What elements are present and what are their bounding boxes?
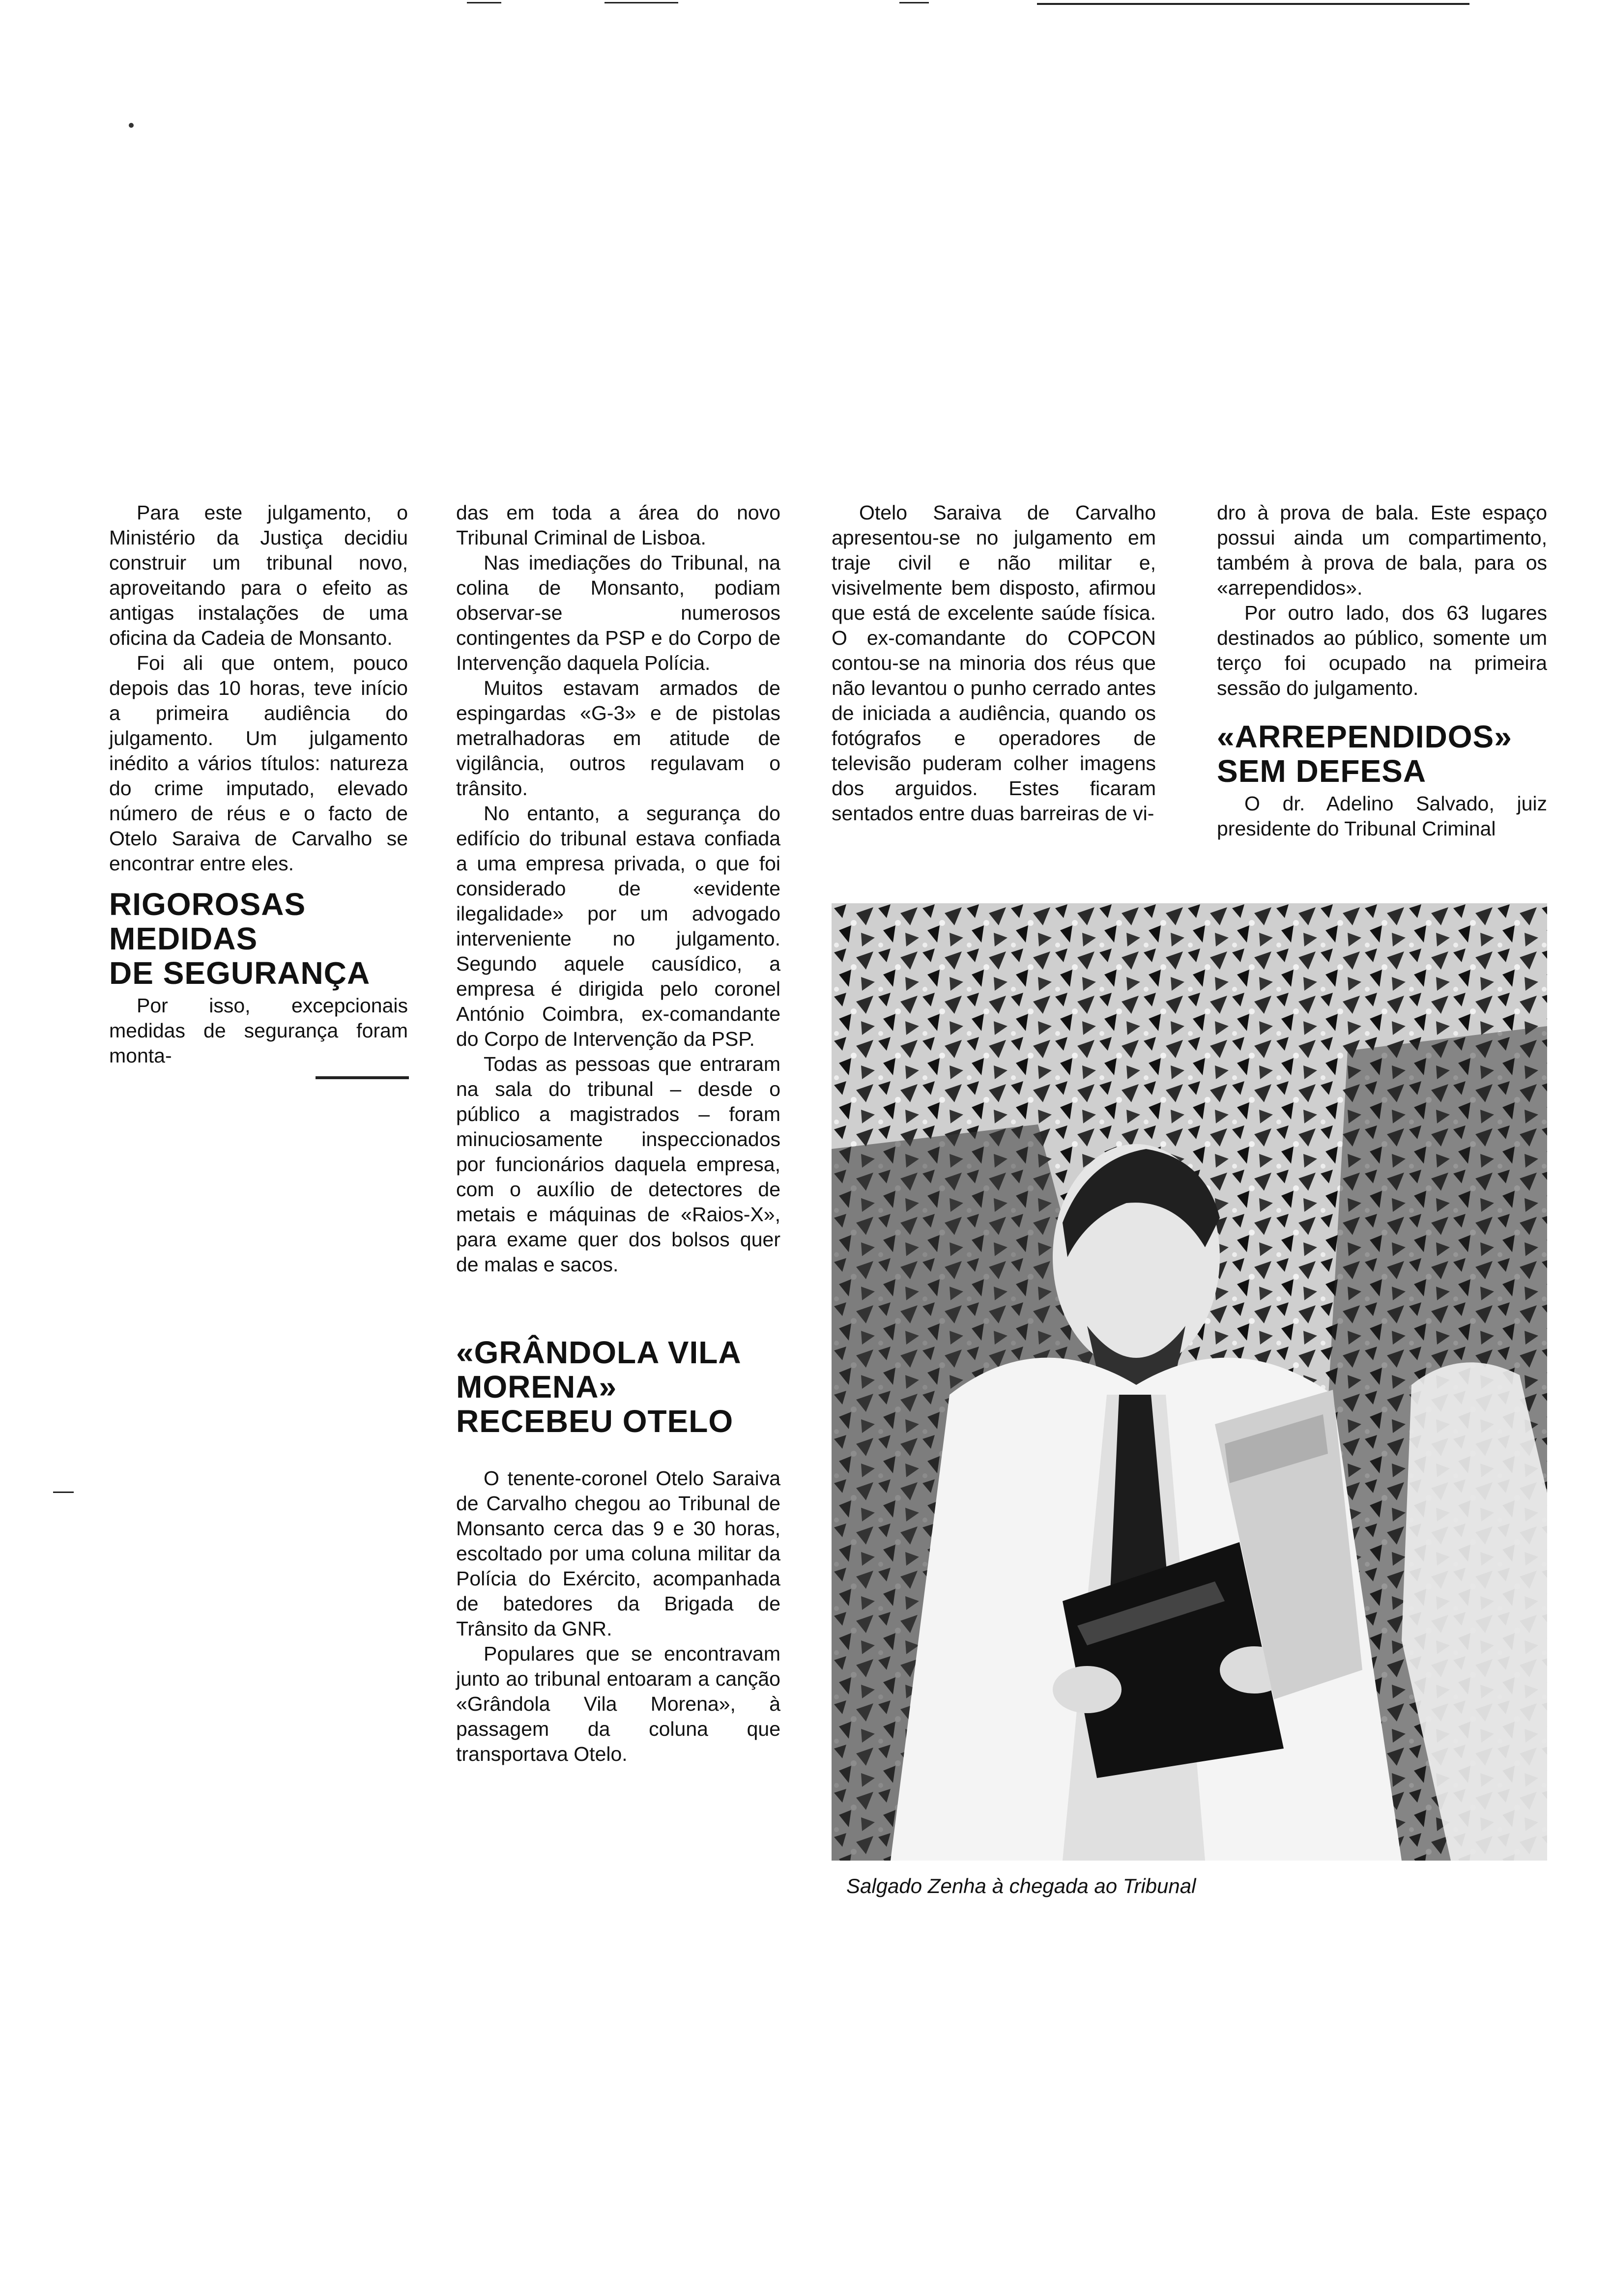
paragraph: No entanto, a segurança do edifício do tribunal estava confiada a uma empresa privada, o que foi considerado de «evidente ilegalidade» por um advogado interveniente no julgamento. Segundo aquele causídico, a empresa é dirigida pelo coronel António Coimbra, ex-comandante do Corpo de Intervenção da PSP. bbox=[456, 802, 780, 1050]
section-heading: «ARREPENDIDOS» SEM DEFESA bbox=[1217, 719, 1512, 789]
column-2 bbox=[456, 500, 780, 1767]
paragraph: Por outro lado, dos 63 lugares destinados ao público, somente um terço foi ocupado na primeira sessão do julgamento. bbox=[1217, 602, 1547, 699]
paragraph: Muitos estavam armados de espingardas «G-3» e de pistolas metralhadoras em atitude de vigilância, outros regulavam o trânsito. bbox=[456, 677, 780, 800]
paragraph: dro à prova de bala. Este espaço possui ainda um compartimento, também à prova de bala, para os «arrependidos». bbox=[1217, 501, 1547, 599]
paragraph: Populares que se encontravam junto ao tribunal entoaram a canção «Grândola Vila Morena», à passagem da coluna que transportava Otelo. bbox=[456, 1642, 780, 1765]
speck bbox=[129, 123, 134, 128]
top-rule bbox=[467, 2, 501, 3]
column-1 bbox=[109, 500, 408, 1071]
paragraph: Todas as pessoas que entraram na sala do tribunal – desde o público a magistrados – foram minuciosamente inspeccionados por funcionários daquela empresa, com o auxílio de detectores de metais e máquinas de «Raios-X», para exame quer dos bolsos quer de malas e sacos. bbox=[456, 1053, 780, 1276]
margin-mark bbox=[53, 1492, 74, 1493]
paragraph: Para este julgamento, o Ministério da Justiça decidiu construir um tribunal novo, aproveitando para o efeito as antigas instalações de uma oficina da Cadeia de Monsanto. bbox=[109, 501, 408, 649]
continuation-rule bbox=[316, 1076, 409, 1079]
column-3 bbox=[832, 500, 1156, 826]
top-rule bbox=[1037, 3, 1469, 5]
photo-icon bbox=[832, 903, 1547, 1861]
paragraph: Otelo Saraiva de Carvalho apresentou-se no julgamento em traje civil e não militar e, visivelmente bem disposto, afirmou que está de excelente saúde física. O ex-comandante do COPCON contou-se na minoria dos réus que não levantou o punho cerrado antes de iniciada a audiência, quando os fotógrafos e operadores de televisão puderam colher imagens dos arguidos. Estes ficaram sentados entre duas barreiras de vi- bbox=[832, 501, 1156, 825]
paragraph: Foi ali que ontem, pouco depois das 10 horas, teve início a primeira audiência do julgamento. Um julgamento inédito a vários títulos: natureza do crime imputado, elevado número de réus e o facto de Otelo Saraiva de Carvalho se encontrar entre eles. bbox=[109, 652, 408, 875]
paragraph: das em toda a área do novo Tribunal Criminal de Lisboa. bbox=[456, 501, 780, 549]
top-rule bbox=[899, 2, 929, 3]
section-heading: «GRÂNDOLA VILA MORENA» RECEBEU OTELO bbox=[456, 1335, 742, 1439]
paragraph: Nas imediações do Tribunal, na colina de Monsanto, podiam observar-se numerosos contingentes da PSP e do Corpo de Intervenção daquela Polícia. bbox=[456, 551, 780, 674]
top-rule bbox=[604, 2, 678, 3]
paragraph: O tenente-coronel Otelo Saraiva de Carvalho chegou ao Tribunal de Monsanto cerca das 9 e 30 horas, escoltado por uma coluna militar da Polícia do Exército, acompanhada de batedores da Brigada de Trânsito da GNR. bbox=[456, 1467, 780, 1640]
paragraph: Por isso, excepcionais medidas de segurança foram monta- bbox=[109, 994, 408, 1067]
news-photo bbox=[832, 903, 1547, 1861]
section-heading: RIGOROSAS MEDIDAS DE SEGURANÇA bbox=[109, 887, 371, 991]
column-4 bbox=[1217, 500, 1547, 841]
paragraph: O dr. Adelino Salvado, juiz presidente do Tribunal Criminal bbox=[1217, 792, 1547, 840]
photo-caption: Salgado Zenha à chegada ao Tribunal bbox=[846, 1874, 1196, 1897]
